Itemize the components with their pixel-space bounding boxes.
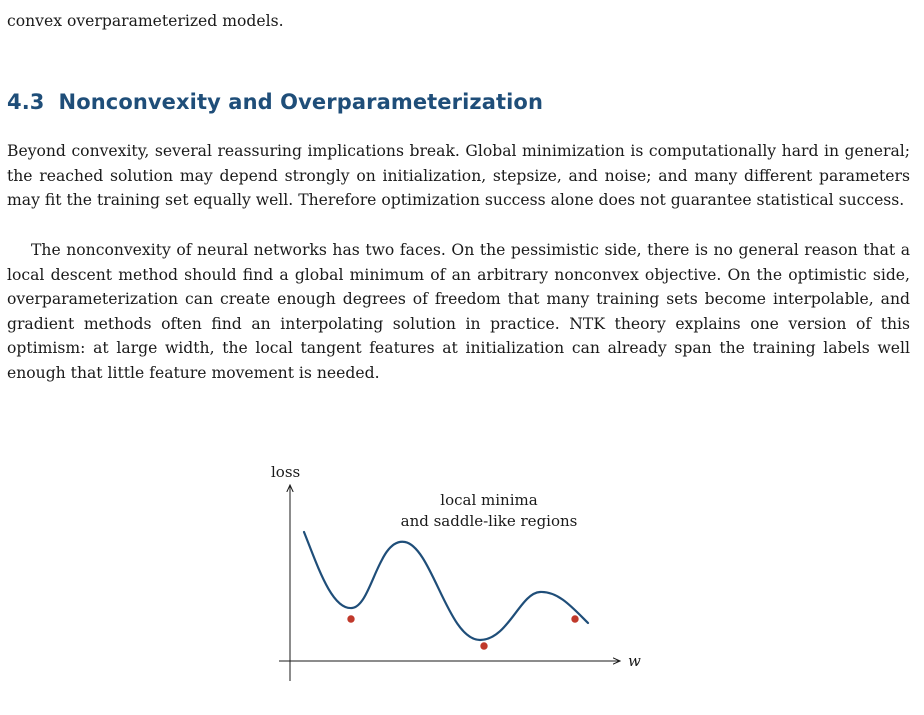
paragraph-2: The nonconvexity of neural networks has two faces. On the pessimistic side, there is no general reason that a local descent method should find a global minimum of an arbitrary nonconvex objective. On the optimistic side, overparameterization can create enough degrees of freedom that many training sets become interpolable, and gradient methods often find an interpolating solution in practice. NTK theory explains one version of this optimism: at large width, the local tangent features at initialization can already span the training labels well enough that little feature movement is needed. xyxy=(7,241,910,382)
annotation-line-2: and saddle-like regions xyxy=(400,512,578,530)
global-minimum-point xyxy=(480,642,487,649)
loss-landscape-svg xyxy=(0,463,917,715)
x-axis-label: w xyxy=(628,652,641,670)
loss-curve xyxy=(304,532,588,640)
y-axis-label: loss xyxy=(271,463,301,481)
paragraph-1: Beyond convexity, several reassuring implications break. Global minimization is computationally hard in general; the reached solution may depend strongly on initialization, stepsize, and noise; and many different parameters may fit the training set equally well. Therefore optimization success alone does not guarantee statistical success. xyxy=(7,142,910,210)
section-heading xyxy=(7,90,543,114)
carryover-text: convex overparameterized models. xyxy=(7,12,284,30)
loss-landscape-figure xyxy=(7,463,924,715)
annotation-line-1: local minima xyxy=(440,491,538,509)
section-title: Nonconvexity and Overparameterization xyxy=(58,90,544,114)
saddle-region-point xyxy=(571,615,578,622)
section-number: 4.3 xyxy=(7,90,45,114)
local-minimum-point xyxy=(347,615,354,622)
